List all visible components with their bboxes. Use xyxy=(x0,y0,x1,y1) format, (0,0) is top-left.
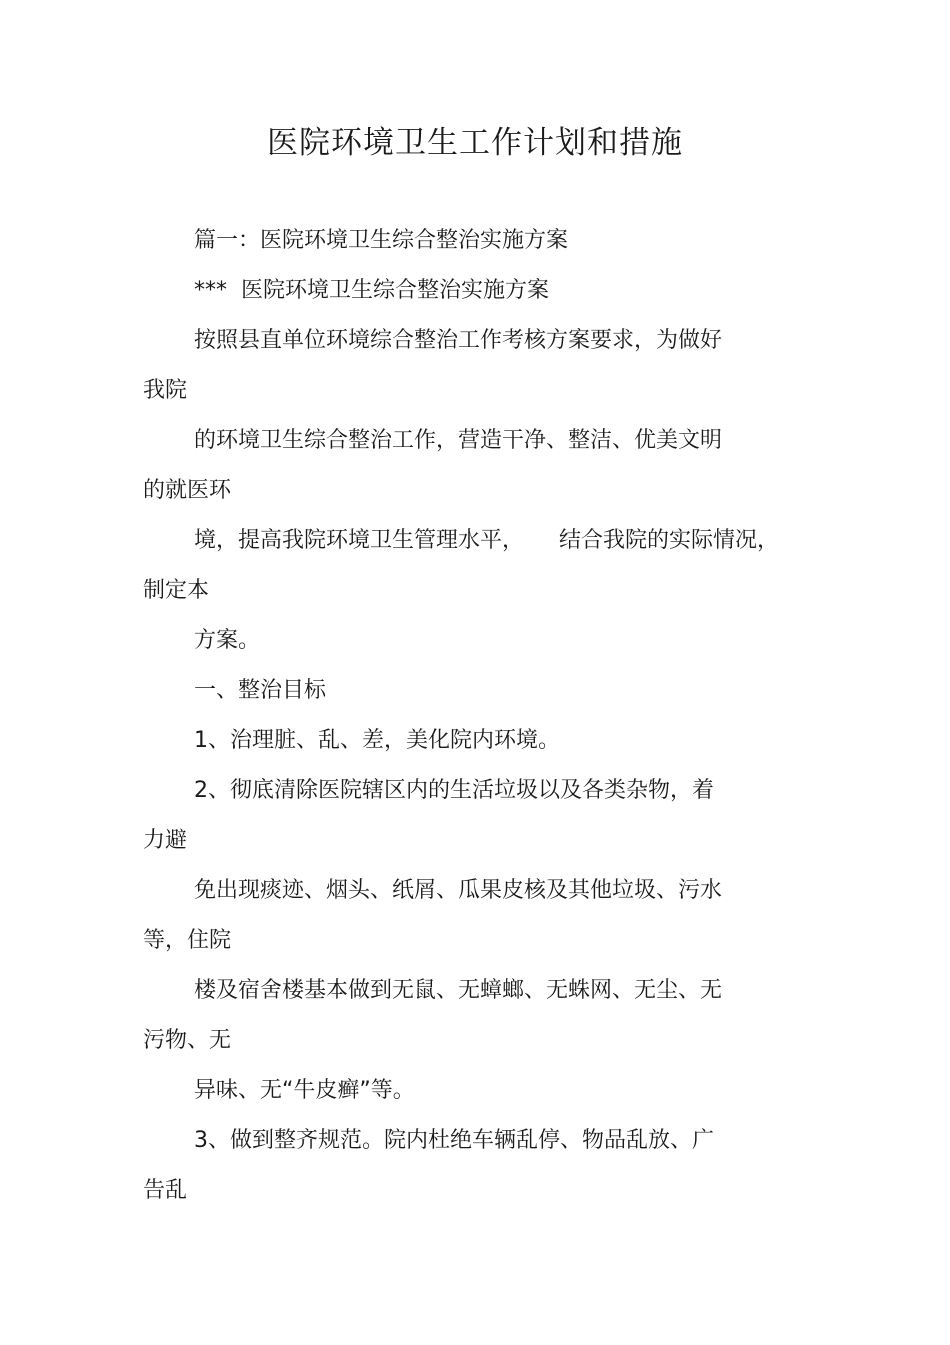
text-line: 制定本 xyxy=(143,578,210,603)
document-title: 医院环境卫生工作计划和措施 xyxy=(267,125,683,161)
text-line: 3、做到整齐规范。院内杜绝车辆乱停、物品乱放、广 xyxy=(194,1128,714,1153)
text-line: 按照县直单位环境综合整治工作考核方案要求，为做好 xyxy=(194,328,723,353)
text-line: 楼及宿舍楼基本做到无鼠、无蟑螂、无蛛网、无尘、无 xyxy=(194,978,723,1003)
text-line: 异味、无“牛皮癣”等。 xyxy=(194,1078,415,1103)
text-line: *** 医院环境卫生综合整治实施方案 xyxy=(194,278,549,303)
text-line: 污物、无 xyxy=(143,1028,232,1053)
text-line: 免出现痰迹、烟头、纸屑、瓜果皮核及其他垃圾、污水 xyxy=(194,878,723,903)
text-line: 境，提高我院环境卫生管理水平， 结合我院的实际情况， xyxy=(194,528,779,553)
text-line: 篇一：医院环境卫生综合整治实施方案 xyxy=(194,228,569,253)
text-line: 方案。 xyxy=(194,628,261,653)
text-line: 2、彻底清除医院辖区内的生活垃圾以及各类杂物，着 xyxy=(194,778,714,803)
section-heading: 一、整治目标 xyxy=(194,678,327,703)
text-line: 等，住院 xyxy=(143,928,232,953)
text-line: 1、治理脏、乱、差，美化院内环境。 xyxy=(194,728,560,753)
text-line: 力避 xyxy=(143,828,188,853)
text-line: 告乱 xyxy=(143,1178,188,1203)
text-line: 我院 xyxy=(143,378,188,403)
text-line: 的就医环 xyxy=(143,478,232,503)
text-line: 的环境卫生综合整治工作，营造干净、整洁、优美文明 xyxy=(194,428,723,453)
